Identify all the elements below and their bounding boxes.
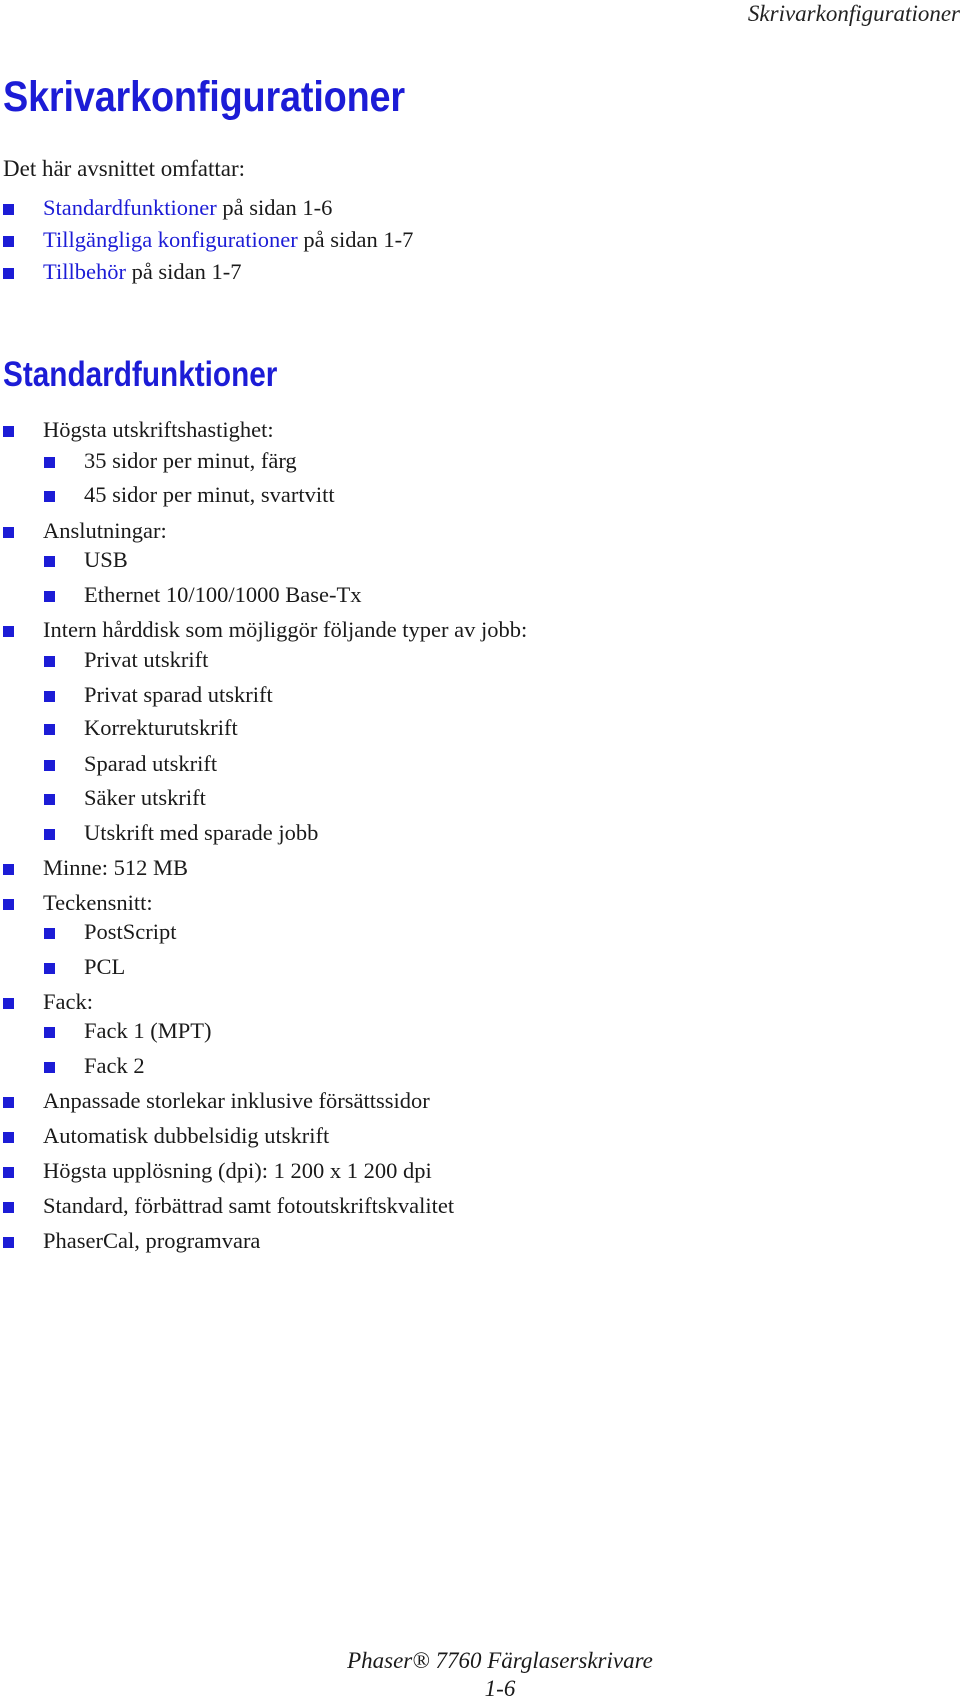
- list-item-label: Högsta utskriftshastighet:: [43, 417, 274, 442]
- square-bullet-icon: [3, 864, 14, 875]
- list-item: [43, 615, 527, 645]
- sub-list-item: [84, 952, 125, 982]
- list-item: [43, 1121, 329, 1151]
- list-item: [43, 1226, 260, 1256]
- sub-list-item: [84, 580, 361, 610]
- square-bullet-icon: [44, 691, 55, 702]
- list-item-label: Säker utskrift: [84, 785, 206, 810]
- list-item-label: Korrekturutskrift: [84, 715, 238, 740]
- footer-product-name: Phaser® 7760 Färglaserskrivare: [347, 1648, 653, 1673]
- list-item: [43, 1086, 430, 1116]
- list-item-label: Minne: 512 MB: [43, 855, 189, 880]
- list-item-label: Högsta upplösning (dpi): 1 200 x 1 200 dpi: [43, 1158, 432, 1183]
- footer-page-number: 1-6: [484, 1676, 516, 1701]
- section-title: Standardfunktioner: [3, 355, 278, 394]
- list-item-label: Intern hårddisk som möjliggör följande typer av jobb:: [43, 617, 528, 642]
- square-bullet-icon: [3, 899, 14, 910]
- square-bullet-icon: [44, 457, 55, 468]
- square-bullet-icon: [44, 724, 55, 735]
- list-item-label: USB: [84, 547, 128, 572]
- square-bullet-icon: [3, 1132, 14, 1143]
- list-item-label: Automatisk dubbelsidig utskrift: [43, 1123, 330, 1148]
- square-bullet-icon: [3, 236, 14, 247]
- toc-item: [43, 225, 413, 255]
- list-item-label: Fack:: [43, 989, 93, 1014]
- toc-item: [43, 193, 332, 223]
- square-bullet-icon: [44, 963, 55, 974]
- sub-list-item: [84, 1016, 212, 1046]
- list-item: [43, 1156, 432, 1186]
- square-bullet-icon: [3, 1167, 14, 1178]
- square-bullet-icon: [3, 204, 14, 215]
- list-item-label: Privat sparad utskrift: [84, 682, 273, 707]
- list-item-label: Privat utskrift: [84, 647, 209, 672]
- list-item-label: Fack 1 (MPT): [84, 1018, 212, 1043]
- square-bullet-icon: [3, 1237, 14, 1248]
- sub-list-item: [84, 1051, 145, 1081]
- square-bullet-icon: [44, 591, 55, 602]
- sub-list-item: [84, 446, 297, 476]
- list-item-label: Anslutningar:: [43, 518, 167, 543]
- list-item-label: 45 sidor per minut, svartvitt: [84, 482, 335, 507]
- running-head: Skrivarkonfigurationer: [747, 1, 960, 26]
- list-item-label: Utskrift med sparade jobb: [84, 820, 319, 845]
- list-item: [43, 415, 274, 445]
- square-bullet-icon: [3, 626, 14, 637]
- square-bullet-icon: [44, 760, 55, 771]
- square-bullet-icon: [44, 928, 55, 939]
- list-item-label: Anpassade storlekar inklusive försättssidor: [43, 1088, 430, 1113]
- square-bullet-icon: [44, 556, 55, 567]
- list-item: [43, 516, 167, 546]
- square-bullet-icon: [44, 794, 55, 805]
- list-item-label: PCL: [84, 954, 126, 979]
- list-item-label: 35 sidor per minut, färg: [84, 448, 297, 473]
- list-item-label: Ethernet 10/100/1000 Base-Tx: [84, 582, 362, 607]
- toc-page-ref: på sidan 1-7: [297, 227, 414, 252]
- page-title: Skrivarkonfigurationer: [3, 73, 405, 121]
- sub-list-item: [84, 783, 206, 813]
- sub-list-item: [84, 749, 217, 779]
- toc-link-tillbehor[interactable]: Tillbehör: [43, 259, 126, 284]
- square-bullet-icon: [3, 268, 14, 279]
- sub-list-item: [84, 713, 238, 743]
- sub-list-item: [84, 480, 335, 510]
- list-item: [43, 888, 153, 918]
- list-item-label: Fack 2: [84, 1053, 145, 1078]
- list-item-label: Standard, förbättrad samt fotoutskriftskvalitet: [43, 1193, 455, 1218]
- square-bullet-icon: [3, 1097, 14, 1108]
- sub-list-item: [84, 545, 128, 575]
- list-item-label: Teckensnitt:: [43, 890, 153, 915]
- square-bullet-icon: [44, 1027, 55, 1038]
- list-item-label: PhaserCal, programvara: [43, 1228, 261, 1253]
- square-bullet-icon: [3, 998, 14, 1009]
- list-item: [43, 1191, 454, 1221]
- intro-text: Det här avsnittet omfattar:: [3, 156, 246, 181]
- list-item-label: PostScript: [84, 919, 177, 944]
- list-item: [43, 987, 93, 1017]
- toc-page-ref: på sidan 1-7: [125, 259, 242, 284]
- square-bullet-icon: [44, 491, 55, 502]
- list-item-label: Sparad utskrift: [84, 751, 218, 776]
- square-bullet-icon: [3, 426, 14, 437]
- sub-list-item: [84, 818, 318, 848]
- toc-link-standardfunktioner[interactable]: Standardfunktioner: [43, 195, 217, 220]
- sub-list-item: [84, 645, 208, 675]
- square-bullet-icon: [3, 1202, 14, 1213]
- square-bullet-icon: [3, 527, 14, 538]
- list-item: [43, 853, 188, 883]
- toc-item: [43, 257, 242, 287]
- sub-list-item: [84, 680, 273, 710]
- square-bullet-icon: [44, 656, 55, 667]
- sub-list-item: [84, 917, 177, 947]
- square-bullet-icon: [44, 829, 55, 840]
- square-bullet-icon: [44, 1062, 55, 1073]
- toc-link-tillgangliga-konfigurationer[interactable]: Tillgängliga konfigurationer: [43, 227, 298, 252]
- toc-page-ref: på sidan 1-6: [216, 195, 333, 220]
